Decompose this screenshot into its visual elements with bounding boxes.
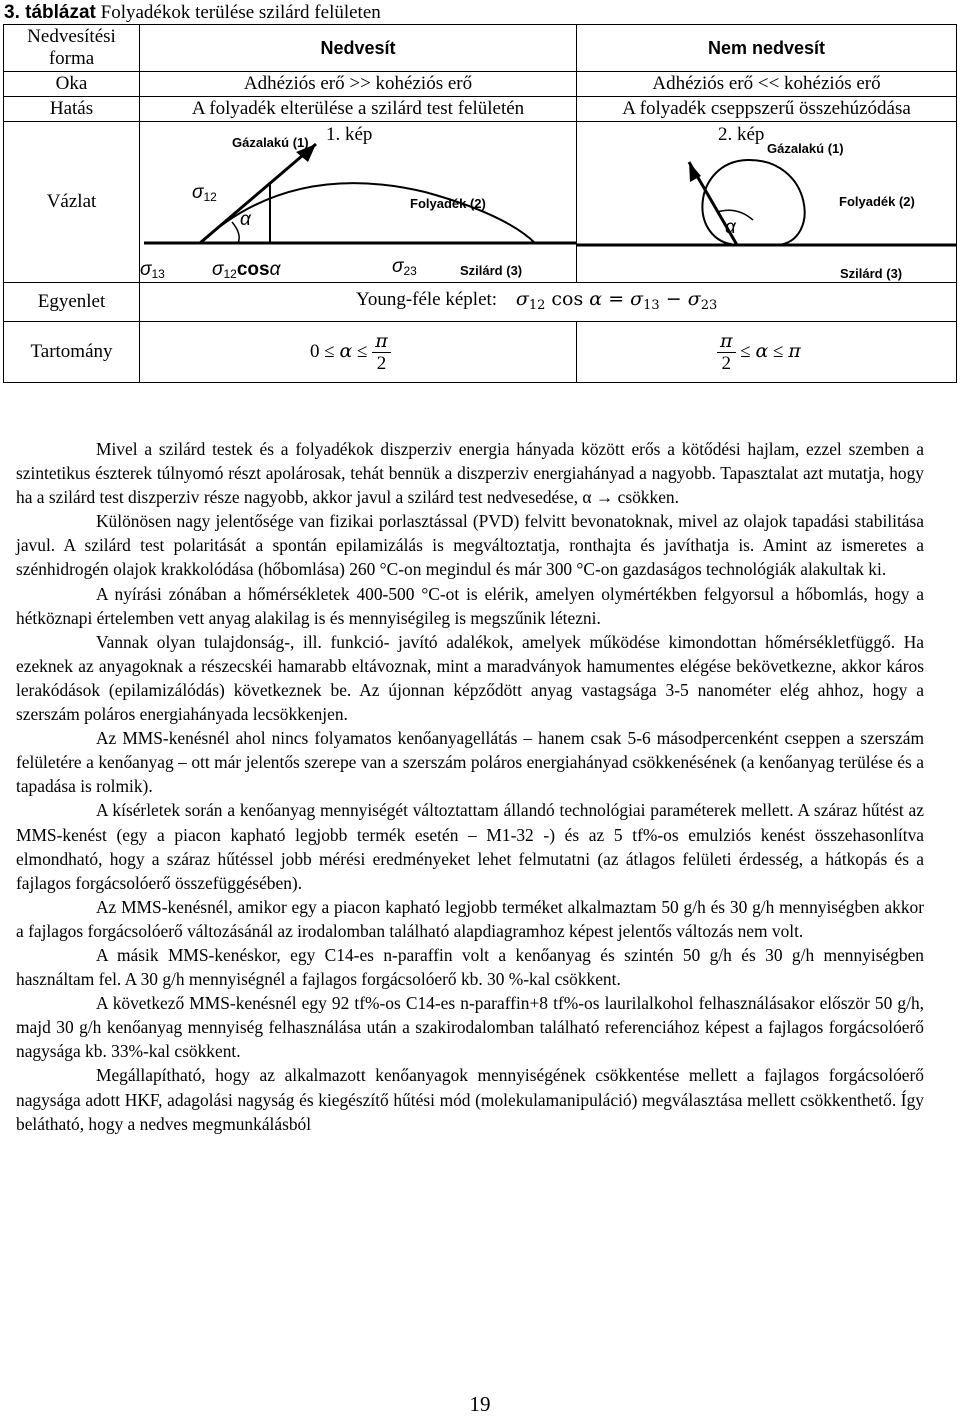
header-cell-not-wets: Nem nedvesít <box>577 25 957 72</box>
table-header-row <box>4 25 957 72</box>
page-number: 19 <box>469 1392 491 1416</box>
non-wetting-sketch <box>577 122 957 282</box>
label-solid: Szilárd (3) <box>460 263 523 278</box>
row-label: Tartomány <box>4 322 140 383</box>
paragraph: A nyírási zónában a hőmérsékletek 400-500 °C-ot is elérik, amelyen olymértékben felgyorsul a hőbomlás, hogy a hétköznapi értelemben vett anyag alakilag is és mennyiségileg is megszűnik létezni. <box>16 583 924 628</box>
table-cell: Adhéziós erő << kohéziós erő <box>577 72 957 97</box>
table-row-egyenlet <box>4 283 957 322</box>
row-label: Oka <box>4 72 140 97</box>
label-sigma12-cos: σ12cosα <box>212 259 281 281</box>
young-equation: $\sigma_{12}$ $\cos \alpha = \sigma_{13} - \sigma_{23}$ <box>515 287 718 313</box>
droplet-outline <box>702 160 804 245</box>
label-alpha: α <box>725 217 736 238</box>
wetting-table <box>3 24 957 383</box>
equation-label: Young-féle képlet: <box>356 288 498 310</box>
row-label: Egyenlet <box>4 283 140 322</box>
label-gas: Gázalakú (1) <box>767 141 844 156</box>
table-cell: A folyadék elterülése a szilárd test felületén <box>140 97 577 122</box>
paragraph: Az MMS-kenésnél ahol nincs folyamatos kenőanyagellátás – hanem csak 5-6 másodpercenként cseppen a szerszám felületére a kenőanyag – ott már jelentős szerepe van a szerszám poláros energiahányad csökkenésének (a kenőanyag terülése és a tapadása is rolmik). <box>16 728 924 797</box>
sketch-caption-1: 1. kép <box>326 124 373 145</box>
header-cell-form: Nedvesítési forma <box>4 25 140 72</box>
label-liquid: Folyadék (2) <box>839 194 915 209</box>
label-sigma13: σ13 <box>140 259 165 281</box>
caption-title: Folyadékok terülése szilárd felületen <box>100 2 381 23</box>
paragraph: Vannak olyan tulajdonság-, ill. funkció- javító adalékok, amelyek működése kimondottan hőmérsékletfüggő. Ha ezeknek az anyagoknak a részecskéi hamarabb eltávoznak, mint a maradványok hamumentes elégése bekövetkezne, akkor káros lerakódások (epilamizálódás) következnek be. Az újonnan képződött anyag vastagsága 3-5 nanométer elég ahhoz, hogy a szerszám poláros energiahányada lecsökkenjen. <box>16 631 924 725</box>
paragraph: A másik MMS-kenéskor, egy C14-es n-paraffin volt a kenőanyag és szintén 50 g/h és 30 g/h mennyiségben használtam fel. A 30 g/h mennyiségnél a fajlagos forgácsolóerő kb. 30 %-kal csökkent. <box>16 944 924 990</box>
label-alpha: α <box>240 209 251 230</box>
table-row-hatas <box>4 97 957 122</box>
paragraph: Az MMS-kenésnél, amikor egy a piacon kapható legjobb terméket alkalmaztam 50 g/h és 30 g/h mennyiségben akkor a fajlagos forgácsolóerő változásánál az irodalomban található alapdiagramhoz képest jelentős változás nem volt. <box>16 896 924 941</box>
table-row-oka <box>4 72 957 97</box>
paragraph: A következő MMS-kenésnél egy 92 tf%-os C14-es n-paraffin+8 tf%-os laurilalkohol felhasználásakor először 50 g/h, majd 30 g/h kenőanyag mennyiség felhasználása után a szakirodalomban található referenciához képest a fajlagos forgácsolóerő nagysága kb. 33%-kal csökkent. <box>16 993 924 1062</box>
paragraph: A kísérletek során a kenőanyag mennyiségét változtattam állandó technológiai paraméterek mellett. A száraz hűtést az MMS-kenést (egy a piacon kapható legjobb termék esetén – M1-32 -) és az 5 tf%-os emulziós kenést összehasonlítva elmondható, hogy a száraz hűtéssel jobb mérési eredményeket lehet felmutatni (az átlagos felületi érdesség, a hátkopás és a fajlagos forgácsolóerő összefüggésében). <box>16 800 924 893</box>
table-cell: A folyadék cseppszerű összehúzódása <box>577 97 957 122</box>
paragraph: Mivel a szilárd testek és a folyadékok diszperziv energia hányada között erős a kötődési hajlam, ezzel szemben a szintetikus észterek túlnyomó részt apolárosak, tehát bennük a diszperziv energiahányad a nagyobb. Tapasztalat azt mutatja, hogy ha a szilárd test diszperziv része nagyobb, akkor javul a szilárd test nedvesedése, α → csökken. <box>16 439 924 508</box>
sketch-wetting-cell <box>140 122 577 283</box>
angle-arc <box>232 222 239 243</box>
row-label: Vázlat <box>4 122 140 283</box>
paragraph: Megállapítható, hogy az alkalmazott kenőanyagok mennyiségének csökkentése mellett a fajlagos forgácsolóerő nagysága adott HKF, adagolási nagyság és kiegészítő hűtési mód (molekulamanipuláció) megválasztása mellett csökkenthető. Így belátható, hogy a nedves megmunkálásból <box>16 1065 924 1134</box>
label-gas: Gázalakú (1) <box>232 135 309 150</box>
row-label: Hatás <box>4 97 140 122</box>
label-sigma12: σ12 <box>192 182 217 204</box>
caption-number: 3. táblázat <box>4 2 96 23</box>
label-liquid: Folyadék (2) <box>410 196 486 211</box>
label-solid: Szilárd (3) <box>840 266 903 281</box>
sketch-non-wetting-cell <box>577 122 957 283</box>
table-row-vazlat <box>4 122 957 283</box>
table-cell: Adhéziós erő >> kohéziós erő <box>140 72 577 97</box>
header-cell-wets: Nedvesít <box>140 25 577 72</box>
equation-cell <box>140 283 957 322</box>
sigma12-vector <box>200 144 316 243</box>
sketch-caption-2: 2. kép <box>718 124 765 145</box>
table-caption <box>4 2 381 24</box>
wetting-sketch <box>140 122 577 282</box>
range-wetting: 0 ≤ α ≤ $\frac{\pi}{2}$ <box>140 322 577 383</box>
body-text <box>16 437 924 1136</box>
label-sigma23: σ23 <box>392 256 417 278</box>
range-non-wetting: $\frac{\pi}{2}$ ≤ α ≤ π <box>577 322 957 383</box>
table-row-tartomany <box>4 322 957 383</box>
paragraph: Különösen nagy jelentősége van fizikai porlasztással (PVD) felvitt bevonatoknak, mivel az olajok tapadási stabilitása javul. A szilárd test polaritását a spontán epilamizálás is megváltoztatja, ronthajta és javíthatja is. Amint az ismeretes a szénhidrogén olajok krakkolódása (hőbomlása) 260 °C-on megindul és már 300 °C-on gazdaságos technológiák alakultak ki. <box>16 511 924 580</box>
